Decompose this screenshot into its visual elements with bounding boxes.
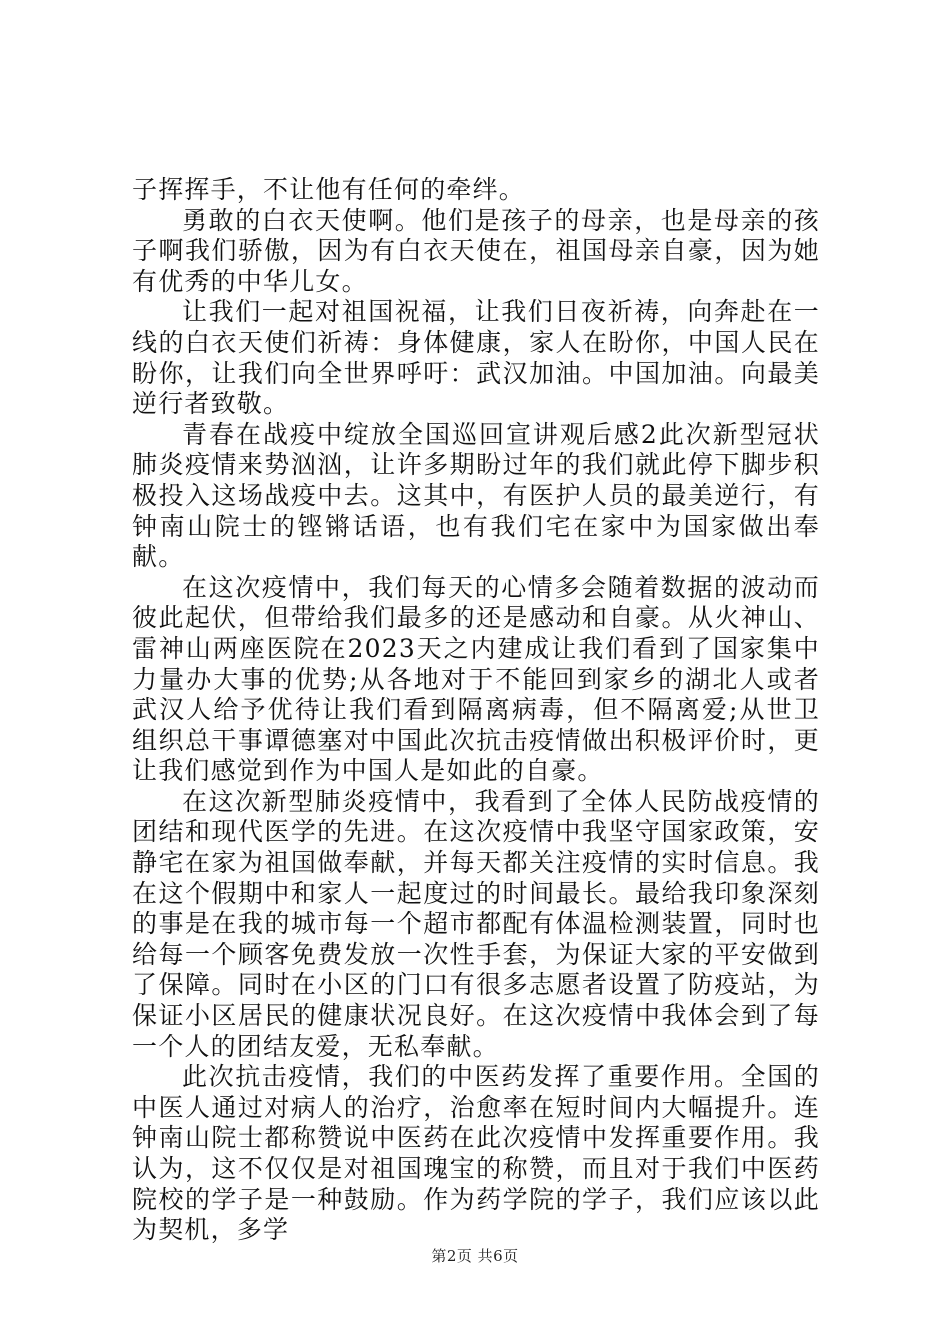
paragraph-7: 此次抗击疫情，我们的中医药发挥了重要作用。全国的中医人通过对病人的治疗，治愈率在短时间内大幅提升。连钟南山院士都称赞说中医药在此次疫情中发挥重要作用。我认为，这不仅仅是对祖国瑰宝的称赞，而且对于我们中医药院校的学子是一种鼓励。作为药学院的学子，我们应该以此为契机，多学 <box>132 1062 820 1245</box>
paragraph-5: 在这次疫情中，我们每天的心情多会随着数据的波动而彼此起伏，但带给我们最多的还是感动和自豪。从火神山、雷神山两座医院在2023天之内建成让我们看到了国家集中力量办大事的优势;从各地对于不能回到家乡的湖北人或者武汉人给予优待让我们看到隔离病毒，但不隔离爱;从世卫组织总干事谭德塞对中国此次抗击疫情做出积极评价时，更让我们感觉到作为中国人是如此的自豪。 <box>132 572 820 786</box>
page-number-footer: 第2页 共6页 <box>431 1247 519 1265</box>
paragraph-6: 在这次新型肺炎疫情中，我看到了全体人民防战疫情的团结和现代医学的先进。在这次疫情中我坚守国家政策，安静宅在家为祖国做奉献，并每天都关注疫情的实时信息。我在这个假期中和家人一起度过的时间最长。最给我印象深刻的事是在我的城市每一个超市都配有体温检测装置，同时也给每一个顾客免费发放一次性手套，为保证大家的平安做到了保障。同时在小区的门口有很多志愿者设置了防疫站，为保证小区居民的健康状况良好。在这次疫情中我体会到了每一个人的团结友爱，无私奉献。 <box>132 786 820 1061</box>
paragraph-2: 勇敢的白衣天使啊。他们是孩子的母亲，也是母亲的孩子啊我们骄傲，因为有白衣天使在，祖国母亲自豪，因为她有优秀的中华儿女。 <box>132 205 820 296</box>
paragraph-4: 青春在战疫中绽放全国巡回宣讲观后感2此次新型冠状肺炎疫情来势汹汹，让许多期盼过年的我们就此停下脚步积极投入这场战疫中去。这其中，有医护人员的最美逆行，有钟南山院士的铿锵话语，也有我们宅在家中为国家做出奉献。 <box>132 419 820 572</box>
paragraph-3: 让我们一起对祖国祝福，让我们日夜祈祷，向奔赴在一线的白衣天使们祈祷：身体健康，家人在盼你，中国人民在盼你，让我们向全世界呼吁：武汉加油。中国加油。向最美逆行者致敬。 <box>132 297 820 419</box>
paragraph-1: 子挥挥手，不让他有任何的牵绊。 <box>132 175 526 204</box>
document-body <box>132 175 820 1246</box>
